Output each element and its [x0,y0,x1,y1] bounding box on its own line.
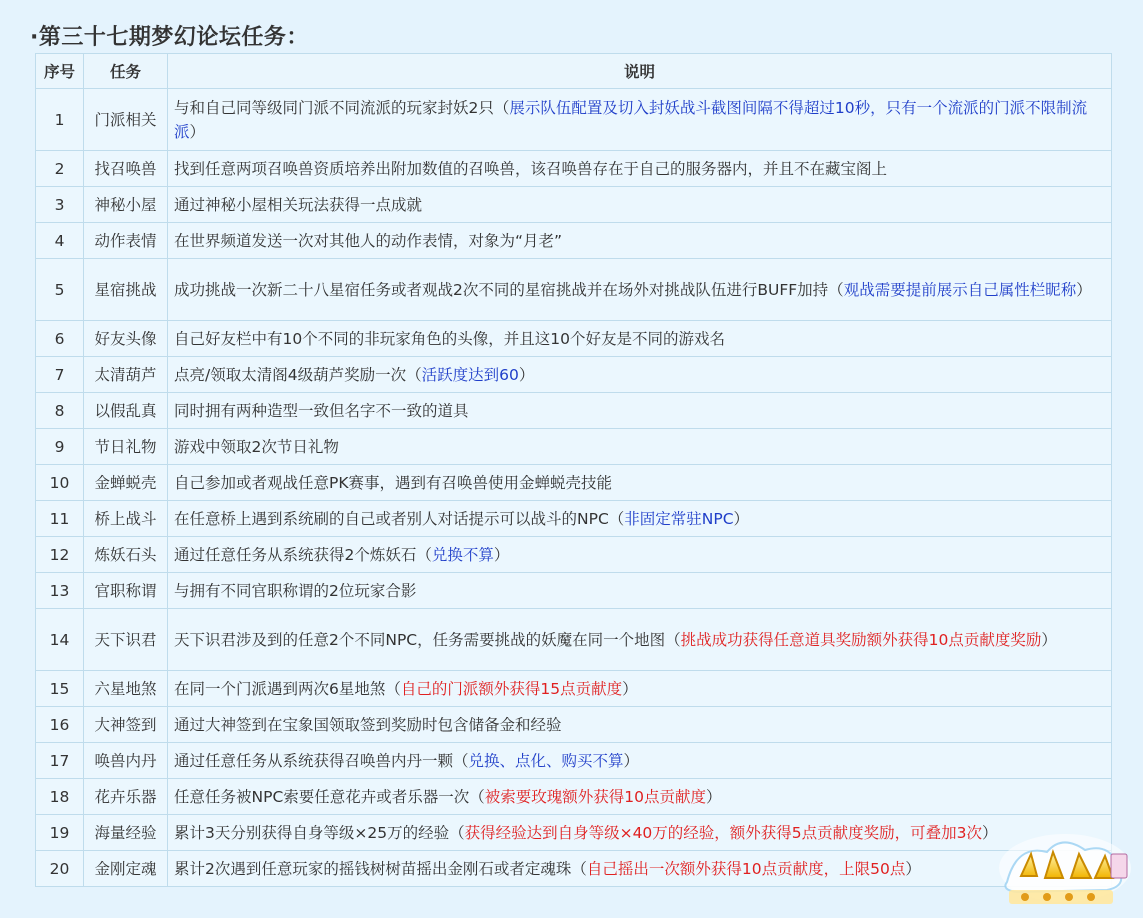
row-number: 15 [36,671,84,707]
description-text: 游戏中领取2次节日礼物 [174,437,339,456]
table-row [36,743,1112,779]
table-row [36,779,1112,815]
description-note: 兑换、点化、购买不算 [468,751,624,770]
description-text: 在任意桥上遇到系统刷的自己或者别人对话提示可以战斗的NPC（ [174,509,625,528]
row-task: 门派相关 [84,89,168,151]
row-description [168,537,1112,573]
row-description [168,151,1112,187]
description-close: ） [622,679,638,698]
row-task: 六星地煞 [84,671,168,707]
task-table [35,53,1112,887]
description-text: 点亮/领取太清阁4级葫芦奖励一次（ [174,365,422,384]
description-text: 通过任意任务从系统获得2个炼妖石（ [174,545,432,564]
description-text: 累计2次遇到任意玩家的摇钱树树苗摇出金刚石或者定魂珠（ [174,859,587,878]
row-number: 1 [36,89,84,151]
row-number: 14 [36,609,84,671]
row-task: 找召唤兽 [84,151,168,187]
table-header-row [36,54,1112,89]
row-task: 动作表情 [84,223,168,259]
description-text: 任意任务被NPC索要任意花卉或者乐器一次（ [174,787,485,806]
table-row [36,259,1112,321]
description-text: 在同一个门派遇到两次6星地煞（ [174,679,401,698]
row-number: 18 [36,779,84,815]
description-note: 获得经验达到自身等级×40万的经验，额外获得5点贡献度奖励，可叠加3次 [464,823,983,842]
row-number: 10 [36,465,84,501]
row-number: 16 [36,707,84,743]
row-task: 神秘小屋 [84,187,168,223]
row-description [168,89,1112,151]
row-task: 太清葫芦 [84,357,168,393]
table-row [36,321,1112,357]
table-row [36,223,1112,259]
description-close: ） [1041,630,1057,649]
row-number: 11 [36,501,84,537]
row-description [168,743,1112,779]
table-row [36,393,1112,429]
description-close: ） [733,509,750,528]
row-number: 3 [36,187,84,223]
table-row [36,89,1112,151]
description-note: 观战需要提前展示自己属性栏昵称 [843,280,1077,299]
row-task: 大神签到 [84,707,168,743]
row-description [168,573,1112,609]
description-text: 与拥有不同官职称谓的2位玩家合影 [174,581,417,600]
table-row [36,357,1112,393]
table-row [36,537,1112,573]
row-task: 以假乱真 [84,393,168,429]
header-num: 序号 [36,54,84,89]
row-task: 海量经验 [84,815,168,851]
page-title: ·第三十七期梦幻论坛任务： [30,25,309,50]
description-close: ） [982,823,998,842]
row-description [168,393,1112,429]
row-description [168,851,1112,887]
row-task: 炼妖石头 [84,537,168,573]
row-number: 12 [36,537,84,573]
table-row [36,465,1112,501]
description-close: ） [1076,280,1092,299]
description-note: 被索要玫瑰额外获得10点贡献度 [484,787,707,806]
table-row [36,851,1112,887]
row-description [168,321,1112,357]
fantasy-westward-journey-logo [987,824,1137,916]
row-description [168,501,1112,537]
row-description [168,429,1112,465]
description-note: 兑换不算 [431,545,494,564]
table-row [36,815,1112,851]
header-task: 任务 [84,54,168,89]
table-row [36,429,1112,465]
row-description [168,465,1112,501]
row-number: 9 [36,429,84,465]
description-note: 自己摇出一次额外获得10点贡献度，上限50点 [586,859,906,878]
description-text: 自己好友栏中有10个不同的非玩家角色的头像，并且这10个好友是不同的游戏名 [174,329,725,348]
table-row [36,609,1112,671]
description-text: 成功挑战一次新二十八星宿任务或者观战2次不同的星宿挑战并在场外对挑战队伍进行BUFF加持（ [174,280,844,299]
description-text: 通过神秘小屋相关玩法获得一点成就 [174,195,423,214]
description-close: ） [623,751,640,770]
description-close: ） [493,545,510,564]
description-note: 非固定常驻NPC [624,509,734,528]
row-task: 金蝉蜕壳 [84,465,168,501]
table-row [36,573,1112,609]
row-task: 星宿挑战 [84,259,168,321]
description-text: 自己参加或者观战任意PK赛事，遇到有召唤兽使用金蝉蜕壳技能 [174,473,613,492]
description-text: 在世界频道发送一次对其他人的动作表情，对象为“月老” [174,231,563,250]
row-description [168,259,1112,321]
description-note: 活跃度达到60 [421,365,519,384]
row-task: 金刚定魂 [84,851,168,887]
row-task: 花卉乐器 [84,779,168,815]
row-description [168,187,1112,223]
description-text: 与和自己同等级同门派不同流派的玩家封妖2只（ [174,98,510,117]
description-note: 展示队伍配置及切入封妖战斗截图间隔不得超过10秒，只有一个流派的门派不限制流派 [174,98,1088,141]
row-number: 7 [36,357,84,393]
description-text: 同时拥有两种造型一致但名字不一致的道具 [174,401,469,420]
table-row [36,187,1112,223]
table-row [36,707,1112,743]
description-text: 通过任意任务从系统获得召唤兽内丹一颗（ [174,751,469,770]
description-note: 挑战成功获得任意道具奖励额外获得10点贡献度奖励 [680,630,1042,649]
row-number: 13 [36,573,84,609]
row-number: 4 [36,223,84,259]
row-number: 5 [36,259,84,321]
row-task: 节日礼物 [84,429,168,465]
row-task: 天下识君 [84,609,168,671]
row-task: 好友头像 [84,321,168,357]
description-text: 累计3天分别获得自身等级×25万的经验（ [174,823,465,842]
row-number: 17 [36,743,84,779]
row-number: 6 [36,321,84,357]
row-description [168,223,1112,259]
table-row [36,151,1112,187]
row-task: 桥上战斗 [84,501,168,537]
description-note: 自己的门派额外获得15点贡献度 [400,679,623,698]
description-close: ） [706,787,722,806]
description-text: 天下识君涉及到的任意2个不同NPC，任务需要挑战的妖魔在同一个地图（ [174,630,681,649]
table-row [36,501,1112,537]
row-description [168,671,1112,707]
task-table-body [36,89,1112,887]
description-text: 找到任意两项召唤兽资质培养出附加数值的召唤兽，该召唤兽存在于自己的服务器内，并且不在藏宝阁上 [174,159,888,178]
row-number: 2 [36,151,84,187]
row-number: 19 [36,815,84,851]
row-number: 8 [36,393,84,429]
header-desc: 说明 [168,54,1112,89]
row-task: 官职称谓 [84,573,168,609]
row-description [168,609,1112,671]
row-number: 20 [36,851,84,887]
row-description [168,779,1112,815]
description-close: ） [518,365,535,384]
row-task: 唤兽内丹 [84,743,168,779]
row-description [168,707,1112,743]
description-close: ） [905,859,921,878]
row-description [168,357,1112,393]
description-text: 通过大神签到在宝象国领取签到奖励时包含储备金和经验 [174,715,562,734]
description-close: ） [189,122,206,141]
row-description [168,815,1112,851]
table-row [36,671,1112,707]
